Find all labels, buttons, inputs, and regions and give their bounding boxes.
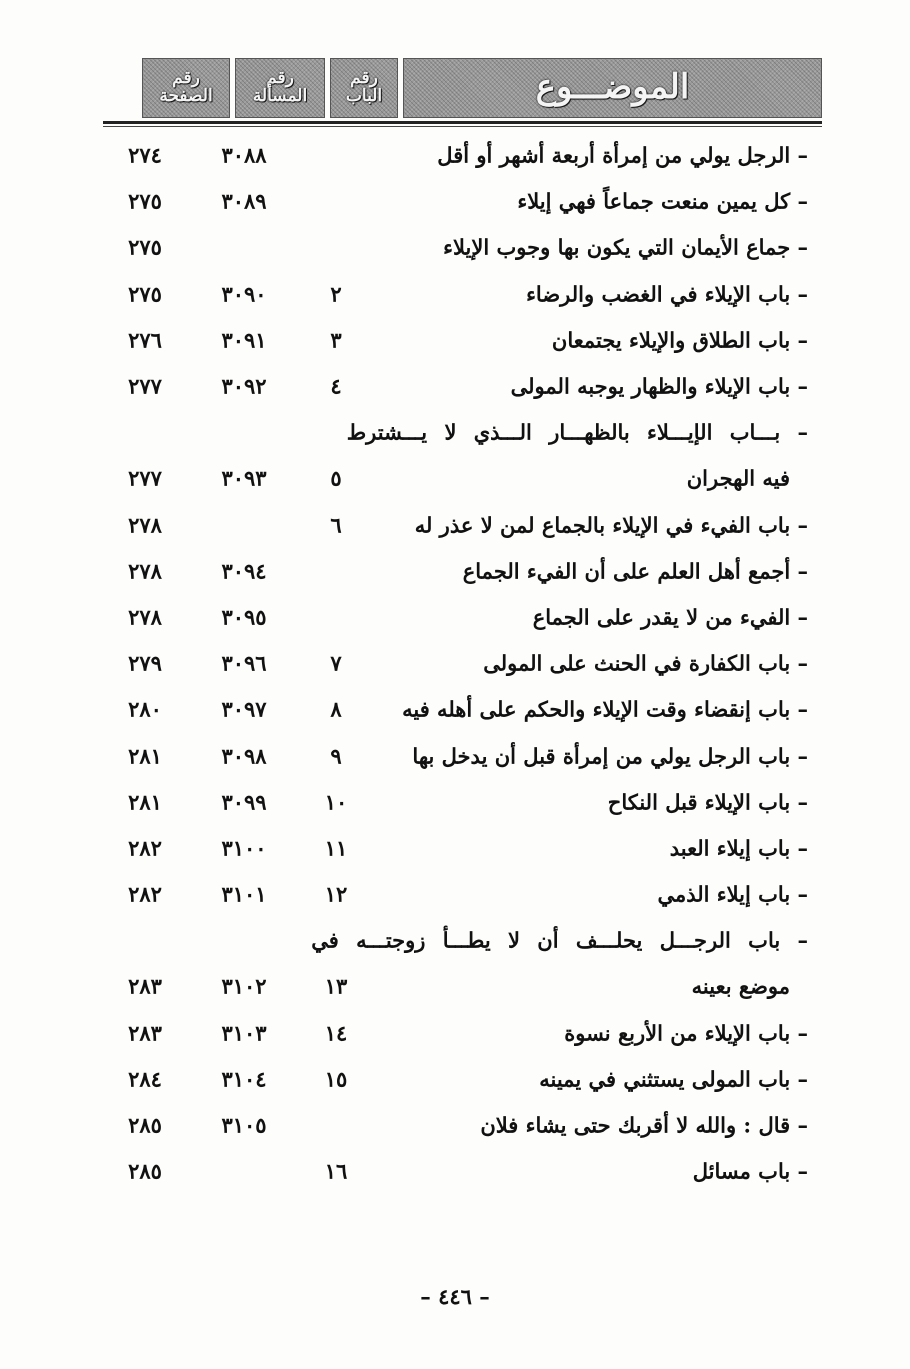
row-topic: – باب الرجـــل يحلـــف أن لا يطـــأ زوجتـــه في	[311, 927, 808, 953]
row-page: ٢٨٣	[128, 973, 162, 999]
row-bab: ٧	[330, 650, 342, 676]
row-bab: ١٥	[324, 1066, 348, 1092]
header-bab-label-1: رقم	[350, 68, 378, 89]
row-page: ٢٧٦	[128, 327, 162, 353]
row-masala: ٣٠٩٥	[221, 604, 267, 630]
page-number: – ٤٤٦ –	[420, 1284, 490, 1309]
header-masala-label-2: المسألة	[252, 86, 308, 106]
row-topic: – بـــاب الإيـــلاء بالظهـــار الـــذي لا يـــشترط	[346, 419, 808, 445]
header-bab	[330, 58, 398, 118]
row-masala: ٣٠٩٦	[221, 650, 267, 676]
header-page-label-1: رقم	[172, 68, 200, 89]
table-row	[0, 825, 910, 871]
index-table	[0, 132, 910, 1194]
row-topic: – باب الإيلاء في الغضب والرضاء	[526, 281, 808, 307]
row-masala: ٣١٠٠	[221, 835, 267, 861]
row-bab: ١٠	[324, 789, 348, 815]
row-topic: موضع بعينه	[691, 973, 790, 999]
header-topic-label: الموضـــوع	[535, 67, 690, 108]
row-topic: – أجمع أهل العلم على أن الفيء الجماع	[462, 558, 808, 584]
table-row	[0, 317, 910, 363]
row-topic: – جماع الأيمان التي يكون بها وجوب الإيلاء	[443, 234, 808, 260]
row-bab: ١٣	[324, 973, 348, 999]
row-page: ٢٧٨	[128, 558, 162, 584]
row-topic: – باب إيلاء الذمي	[657, 881, 808, 907]
row-masala: ٣٠٩٨	[221, 743, 267, 769]
row-page: ٢٨٠	[128, 696, 162, 722]
row-page: ٢٨٢	[128, 835, 162, 861]
table-row	[0, 502, 910, 548]
table-row	[0, 779, 910, 825]
row-topic: – باب الإيلاء والظهار يوجبه المولى	[510, 373, 808, 399]
header-topic	[403, 58, 822, 118]
row-page: ٢٨٥	[128, 1112, 162, 1138]
row-topic: فيه الهجران	[686, 465, 790, 491]
row-topic: – الفيء من لا يقدر على الجماع	[532, 604, 808, 630]
row-page: ٢٧٤	[128, 142, 162, 168]
row-masala: ٣٠٩٢	[221, 373, 267, 399]
header-masala-label-1: رقم	[266, 68, 294, 89]
row-masala: ٣٠٨٨	[221, 142, 267, 168]
row-page: ٢٧٧	[128, 373, 162, 399]
row-page: ٢٧٨	[128, 512, 162, 538]
table-row	[0, 686, 910, 732]
row-masala: ٣١٠٥	[221, 1112, 267, 1138]
row-page: ٢٨٢	[128, 881, 162, 907]
row-masala: ٣٠٩٧	[221, 696, 267, 722]
row-page: ٢٧٨	[128, 604, 162, 630]
table-row	[0, 455, 910, 501]
row-page: ٢٧٥	[128, 281, 162, 307]
row-page: ٢٧٥	[128, 188, 162, 214]
table-row	[0, 409, 910, 455]
row-page: ٢٨٣	[128, 1020, 162, 1046]
table-row	[0, 271, 910, 317]
table-row	[0, 640, 910, 686]
row-masala: ٣٠٩٠	[221, 281, 267, 307]
row-topic: – باب المولى يستثني في يمينه	[539, 1066, 808, 1092]
row-topic: – باب الكفارة في الحنث على المولى	[483, 650, 808, 676]
table-row	[0, 363, 910, 409]
table-row	[0, 1102, 910, 1148]
row-topic: – كل يمين منعت جماعاً فهي إيلاء	[517, 188, 808, 214]
table-row	[0, 1010, 910, 1056]
table-row	[0, 963, 910, 1009]
row-masala: ٣١٠١	[221, 881, 267, 907]
row-bab: ١٦	[324, 1158, 348, 1184]
row-page: ٢٨١	[128, 789, 162, 815]
table-row	[0, 132, 910, 178]
row-bab: ١١	[324, 835, 348, 861]
row-masala: ٣٠٩٣	[221, 465, 267, 491]
row-bab: ١٢	[324, 881, 348, 907]
row-topic: – باب مسائل	[692, 1158, 808, 1184]
row-masala: ٣١٠٢	[221, 973, 267, 999]
row-masala: ٣٠٨٩	[221, 188, 267, 214]
table-row	[0, 224, 910, 270]
row-topic: – باب الرجل يولي من إمرأة قبل أن يدخل بها	[412, 743, 808, 769]
row-masala: ٣٠٩٩	[221, 789, 267, 815]
row-bab: ٨	[330, 696, 342, 722]
table-row	[0, 917, 910, 963]
row-masala: ٣٠٩١	[221, 327, 267, 353]
row-topic: – باب الطلاق والإيلاء يجتمعان	[551, 327, 808, 353]
table-row	[0, 732, 910, 778]
row-page: ٢٧٥	[128, 234, 162, 260]
row-bab: ٩	[330, 743, 342, 769]
table-row	[0, 1056, 910, 1102]
row-page: ٢٨١	[128, 743, 162, 769]
row-masala: ٣١٠٤	[221, 1066, 267, 1092]
table-header	[103, 58, 822, 118]
row-page: ٢٨٤	[128, 1066, 162, 1092]
table-row	[0, 1148, 910, 1194]
header-rule-thin	[103, 126, 822, 127]
table-row	[0, 594, 910, 640]
header-bab-label-2: الباب	[345, 86, 383, 106]
header-rule-thick	[103, 121, 822, 124]
row-topic: – باب الإيلاء من الأربع نسوة	[564, 1020, 808, 1046]
row-bab: ٣	[330, 327, 342, 353]
row-topic: – باب الإيلاء قبل النكاح	[607, 789, 808, 815]
row-bab: ٢	[330, 281, 342, 307]
row-page: ٢٧٩	[128, 650, 162, 676]
row-topic: – قال : والله لا أقربك حتى يشاء فلان	[480, 1112, 808, 1138]
row-bab: ٦	[330, 512, 342, 538]
row-page: ٢٧٧	[128, 465, 162, 491]
row-bab: ٤	[330, 373, 342, 399]
row-topic: – باب إيلاء العبد	[669, 835, 808, 861]
table-row	[0, 871, 910, 917]
row-masala: ٣٠٩٤	[221, 558, 267, 584]
row-topic: – باب الفيء في الإيلاء بالجماع لمن لا عذر له	[414, 512, 808, 538]
header-masala	[235, 58, 325, 118]
row-bab: ١٤	[324, 1020, 348, 1046]
header-page-label-2: الصفحة	[159, 86, 213, 106]
header-page	[142, 58, 230, 118]
table-row	[0, 548, 910, 594]
row-topic: – باب إنقضاء وقت الإيلاء والحكم على أهله فيه	[402, 696, 808, 722]
row-bab: ٥	[330, 465, 342, 491]
row-masala: ٣١٠٣	[221, 1020, 267, 1046]
table-row	[0, 178, 910, 224]
row-topic: – الرجل يولي من إمرأة أربعة أشهر أو أقل	[437, 142, 808, 168]
row-page: ٢٨٥	[128, 1158, 162, 1184]
